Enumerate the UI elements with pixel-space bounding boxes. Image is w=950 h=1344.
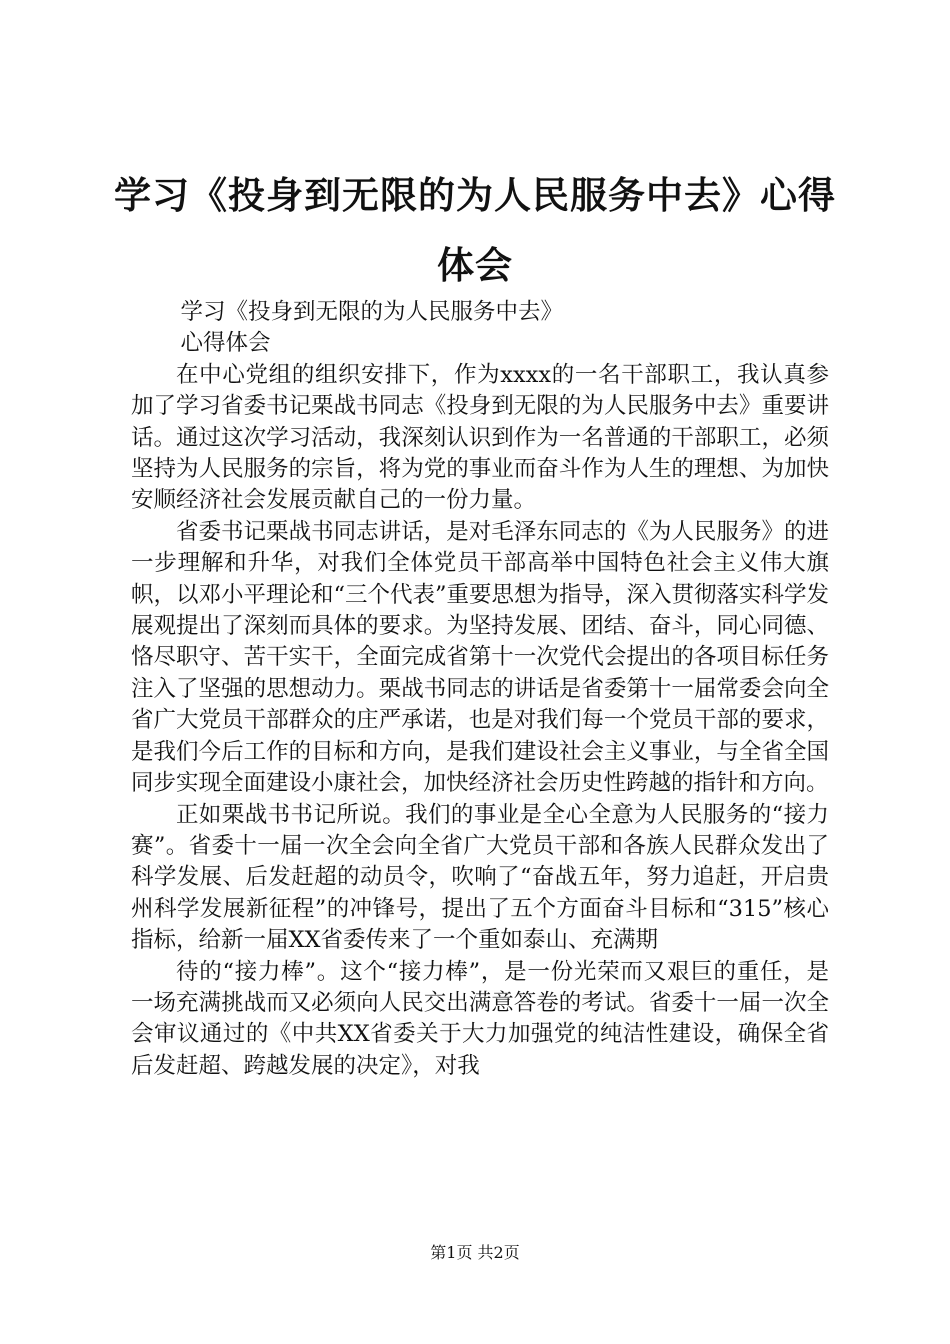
subheading-line-2: 心得体会 [180,330,271,357]
page-footer: 第1页 共2页 [430,1243,520,1262]
document-title: 学习《投身到无限的为人民服务中去》心得体会 [114,173,836,287]
document-body [131,297,829,1082]
paragraph-1: 在中心党组的组织安排下，作为xxxx的一名干部职工，我认真参加了学习省委书记栗战书同志《投身到无限的为人民服务中去》重要讲话。通过这次学习活动，我深刻认识到作为一名普通的干部职工，必须坚持为人民服务的宗旨，将为党的事业而奋斗作为人生的理想、为加快安顺经济社会发展贡献自己的一份力量。 [131,361,829,514]
paragraph-3: 正如栗战书书记所说。我们的事业是全心全意为人民服务的“接力赛”。省委十一届一次全会向全省广大党员干部和各族人民群众发出了科学发展、后发赶超的动员令，吹响了“奋战五年，努力追赶，开启贵州科学发展新征程”的冲锋号，提出了五个方面奋斗目标和“315”核心指标，给新一届XX省委传来了一个重如泰山、充满期 [131,801,829,954]
subheading-line-1: 学习《投身到无限的为人民服务中去》 [180,299,564,325]
paragraph-4: 待的“接力棒”。这个“接力棒”，是一份光荣而又艰巨的重任，是一场充满挑战而又必须向人民交出满意答卷的考试。省委十一届一次全会审议通过的《中共XX省委关于大力加强党的纯洁性建设，确保全省后发赶超、跨越发展的决定》，对我 [131,958,829,1079]
paragraph-2: 省委书记栗战书同志讲话，是对毛泽东同志的《为人民服务》的进一步理解和升华，对我们全体党员干部高举中国特色社会主义伟大旗帜，以邓小平理论和“三个代表”重要思想为指导，深入贯彻落实科学发展观提出了深刻而具体的要求。为坚持发展、团结、奋斗，同心同德、恪尽职守、苦干实干，全面完成省第十一次党代会提出的各项目标任务注入了坚强的思想动力。栗战书同志的讲话是省委第十一届常委会向全省广大党员干部群众的庄严承诺，也是对我们每一个党员干部的要求，是我们今后工作的目标和方向，是我们建设社会主义事业，与全省全国同步实现全面建设小康社会，加快经济社会历史性跨越的指针和方向。 [131,518,830,797]
